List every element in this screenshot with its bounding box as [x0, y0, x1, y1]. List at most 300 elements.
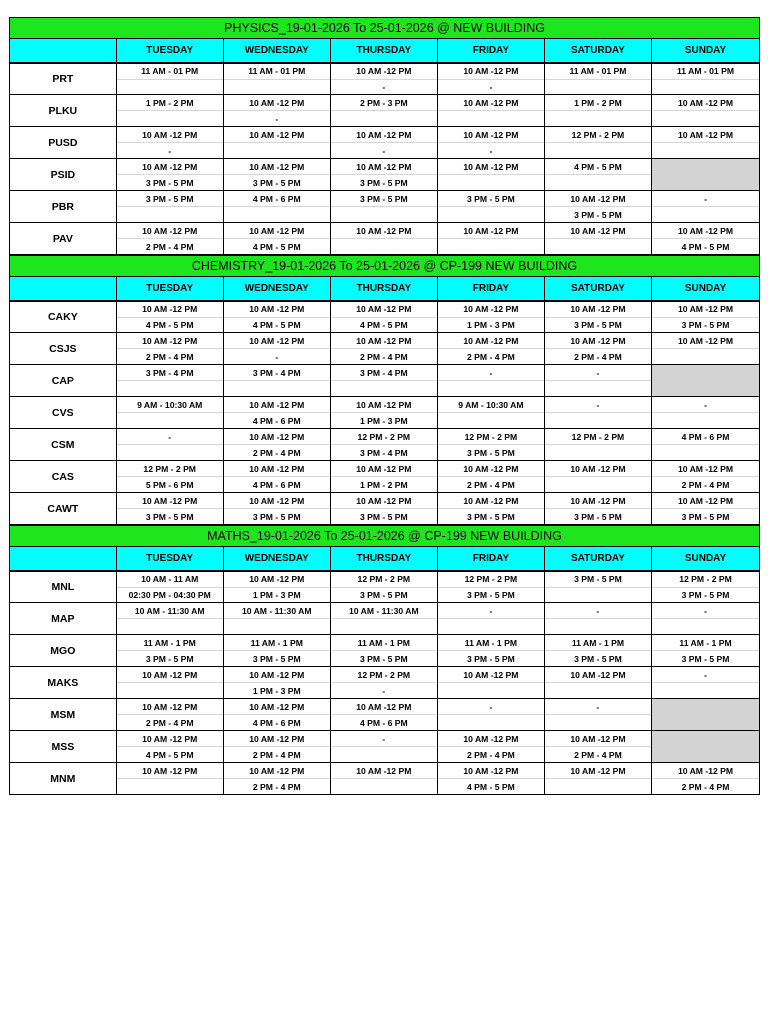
table-row [9, 635, 760, 667]
time-slot: 1 PM - 2 PM [545, 95, 651, 111]
time-slot: 11 AM - 01 PM [652, 64, 759, 80]
table-row [9, 731, 760, 763]
time-slot: - [331, 731, 437, 747]
time-slot [117, 413, 223, 428]
schedule-cell [117, 635, 224, 666]
timetable-sheet [9, 17, 760, 795]
schedule-cell [331, 159, 438, 190]
time-slot: 10 AM -12 PM [331, 127, 437, 143]
time-slot: 10 AM -12 PM [331, 333, 437, 349]
time-slot [438, 619, 544, 634]
time-slot: 2 PM - 4 PM [574, 749, 622, 760]
faculty-code: CAKY [10, 302, 117, 332]
time-slot: 1 PM - 2 PM [117, 95, 223, 111]
time-slot: - [275, 351, 279, 362]
time-slot: 10 AM -12 PM [438, 763, 544, 779]
schedule-cell [224, 191, 331, 222]
schedule-cell [438, 64, 545, 94]
schedule-cell [652, 223, 759, 254]
day-header: FRIDAY [438, 39, 545, 62]
time-slot: 3 PM - 5 PM [359, 177, 408, 188]
time-slot: 10 AM -12 PM [545, 493, 651, 509]
time-slot: 10 AM -12 PM [224, 429, 330, 445]
time-slot [652, 80, 759, 95]
time-slot: 1 PM - 3 PM [359, 415, 408, 426]
schedule-cell [438, 603, 545, 634]
time-slot: 2 PM - 4 PM [467, 479, 515, 490]
schedule-cell [438, 127, 545, 158]
schedule-cell [545, 461, 652, 492]
day-header: FRIDAY [438, 277, 545, 300]
time-slot: 10 AM -12 PM [652, 461, 759, 477]
faculty-code: MGO [10, 635, 117, 666]
day-header: TUESDAY [117, 39, 224, 62]
time-slot: 10 AM -12 PM [438, 95, 544, 111]
schedule-cell [331, 365, 438, 396]
time-slot [652, 683, 759, 698]
time-slot: 10 AM -12 PM [331, 397, 437, 413]
time-slot: - [652, 397, 759, 413]
time-slot: 12 PM - 2 PM [331, 429, 437, 445]
time-slot [117, 207, 223, 222]
faculty-code: CVS [10, 397, 117, 428]
faculty-code: PLKU [10, 95, 117, 126]
time-slot: - [438, 603, 544, 619]
schedule-cell [224, 461, 331, 492]
schedule-cell [652, 461, 759, 492]
schedule-cell [331, 429, 438, 460]
schedule-cell [438, 699, 545, 730]
time-slot: 10 AM -12 PM [652, 333, 759, 349]
table-row [9, 191, 760, 223]
time-slot: 10 AM -12 PM [438, 493, 544, 509]
day-header: SATURDAY [545, 39, 652, 62]
schedule-cell [117, 572, 224, 602]
schedule-cell [224, 64, 331, 94]
time-slot: - [545, 603, 651, 619]
time-slot: 12 PM - 2 PM [652, 572, 759, 588]
time-slot: 10 AM -12 PM [438, 461, 544, 477]
schedule-cell [117, 429, 224, 460]
time-slot [224, 381, 330, 396]
time-slot: 3 PM - 5 PM [252, 653, 301, 664]
table-row [9, 159, 760, 191]
table-row [9, 95, 760, 127]
time-slot: 02:30 PM - 04:30 PM [128, 589, 211, 600]
schedule-cell [545, 731, 652, 762]
time-slot: 10 AM -12 PM [438, 302, 544, 318]
faculty-code: CAP [10, 365, 117, 396]
time-slot: 3 PM - 5 PM [252, 511, 301, 522]
time-slot: 10 AM -12 PM [117, 667, 223, 683]
time-slot: - [545, 397, 651, 413]
table-row [9, 429, 760, 461]
time-slot: - [652, 667, 759, 683]
schedule-cell [652, 333, 759, 364]
time-slot: 10 AM -12 PM [117, 763, 223, 779]
time-slot: 12 PM - 2 PM [331, 572, 437, 588]
time-slot: 10 AM -12 PM [117, 699, 223, 715]
day-header: WEDNESDAY [224, 39, 331, 62]
time-slot [438, 207, 544, 222]
time-slot: 10 AM -12 PM [117, 493, 223, 509]
schedule-cell [331, 127, 438, 158]
time-slot: 3 PM - 5 PM [545, 572, 651, 588]
time-slot: 3 PM - 5 PM [117, 191, 223, 207]
schedule-cell [652, 635, 759, 666]
time-slot: 4 PM - 5 PM [467, 781, 515, 792]
time-slot [545, 381, 651, 396]
table-row [9, 667, 760, 699]
table-row [9, 461, 760, 493]
time-slot: 12 PM - 2 PM [545, 127, 651, 143]
time-slot: 10 AM -12 PM [438, 667, 544, 683]
table-row [9, 397, 760, 429]
time-slot: - [275, 113, 279, 124]
faculty-code: MAKS [10, 667, 117, 698]
schedule-cell [331, 635, 438, 666]
time-slot: 10 AM -12 PM [438, 159, 544, 175]
time-slot: 3 PM - 5 PM [681, 589, 730, 600]
schedule-cell [438, 223, 545, 254]
time-slot: 12 PM - 2 PM [438, 429, 544, 445]
schedule-cell [652, 191, 759, 222]
time-slot [117, 619, 223, 634]
schedule-cell [438, 461, 545, 492]
time-slot: 10 AM -12 PM [224, 397, 330, 413]
schedule-cell [331, 603, 438, 634]
schedule-cell [438, 635, 545, 666]
time-slot: 3 PM - 5 PM [145, 653, 194, 664]
schedule-cell [545, 333, 652, 364]
time-slot: 4 PM - 5 PM [145, 749, 194, 760]
time-slot: 11 AM - 1 PM [545, 635, 651, 651]
time-slot: 10 AM -12 PM [224, 95, 330, 111]
schedule-cell [224, 365, 331, 396]
schedule-cell [438, 159, 545, 190]
faculty-code: CSJS [10, 333, 117, 364]
time-slot [652, 207, 759, 222]
time-slot: 3 PM - 5 PM [252, 177, 301, 188]
time-slot: 10 AM -12 PM [545, 731, 651, 747]
time-slot: - [652, 191, 759, 207]
time-slot: 3 PM - 5 PM [438, 191, 544, 207]
time-slot: 10 AM - 11:30 AM [331, 603, 437, 619]
time-slot: - [545, 699, 651, 715]
time-slot: 10 AM -12 PM [224, 127, 330, 143]
schedule-cell [331, 191, 438, 222]
schedule-cell [117, 461, 224, 492]
day-header: SATURDAY [545, 277, 652, 300]
time-slot: 1 PM - 3 PM [467, 319, 515, 330]
schedule-cell [224, 95, 331, 126]
schedule-cell [545, 635, 652, 666]
schedule-cell [224, 429, 331, 460]
time-slot: 3 PM - 5 PM [574, 511, 622, 522]
time-slot [331, 619, 437, 634]
time-slot [224, 207, 330, 222]
time-slot: 3 PM - 5 PM [681, 653, 730, 664]
time-slot: 2 PM - 4 PM [145, 241, 194, 252]
schedule-cell [652, 667, 759, 698]
time-slot: 11 AM - 1 PM [438, 635, 544, 651]
day-header: THURSDAY [331, 277, 438, 300]
schedule-cell [117, 223, 224, 254]
time-slot: 3 PM - 5 PM [681, 511, 730, 522]
schedule-cell [652, 159, 759, 190]
schedule-cell [545, 699, 652, 730]
time-slot: 10 AM -12 PM [224, 763, 330, 779]
schedule-cell [652, 572, 759, 602]
time-slot: 11 AM - 1 PM [331, 635, 437, 651]
faculty-code: PAV [10, 223, 117, 254]
time-slot [545, 588, 651, 603]
section-title: CHEMISTRY_19-01-2026 To 25-01-2026 @ CP-199 NEW BUILDING [9, 255, 760, 277]
time-slot: 10 AM -12 PM [224, 667, 330, 683]
day-header: THURSDAY [331, 39, 438, 62]
time-slot: 11 AM - 01 PM [117, 64, 223, 80]
day-header: TUESDAY [117, 547, 224, 570]
schedule-cell [652, 699, 759, 730]
time-slot [224, 80, 330, 95]
time-slot: 10 AM -12 PM [652, 763, 759, 779]
time-slot: 10 AM -12 PM [652, 127, 759, 143]
time-slot [331, 207, 437, 222]
schedule-cell [331, 731, 438, 762]
schedule-cell [117, 731, 224, 762]
time-slot: 10 AM -12 PM [438, 64, 544, 80]
time-slot [438, 239, 544, 254]
time-slot: 4 PM - 5 PM [145, 319, 194, 330]
schedule-cell [652, 95, 759, 126]
time-slot: 2 PM - 4 PM [467, 749, 515, 760]
time-slot: 2 PM - 4 PM [574, 351, 622, 362]
time-slot: 1 PM - 3 PM [252, 685, 301, 696]
time-slot: 12 PM - 2 PM [545, 429, 651, 445]
time-slot: 4 PM - 6 PM [252, 415, 301, 426]
schedule-cell [331, 699, 438, 730]
time-slot: 4 PM - 5 PM [252, 319, 301, 330]
time-slot: 3 PM - 4 PM [224, 365, 330, 381]
schedule-cell [652, 429, 759, 460]
time-slot: 10 AM -12 PM [117, 333, 223, 349]
time-slot: 10 AM -12 PM [117, 127, 223, 143]
time-slot: 2 PM - 4 PM [145, 717, 194, 728]
schedule-cell [117, 191, 224, 222]
time-slot: 4 PM - 6 PM [652, 429, 759, 445]
time-slot: 10 AM -12 PM [331, 159, 437, 175]
time-slot: 3 PM - 5 PM [467, 511, 515, 522]
schedule-cell [331, 223, 438, 254]
time-slot: 3 PM - 4 PM [331, 365, 437, 381]
schedule-cell [652, 493, 759, 524]
schedule-cell [438, 429, 545, 460]
time-slot [545, 683, 651, 698]
time-slot: 10 AM -12 PM [545, 667, 651, 683]
schedule-cell [438, 365, 545, 396]
time-slot: 10 AM -12 PM [545, 461, 651, 477]
time-slot: 10 AM -12 PM [224, 572, 330, 588]
schedule-cell [224, 572, 331, 602]
table-row [9, 223, 760, 255]
schedule-cell [438, 493, 545, 524]
schedule-cell [438, 763, 545, 794]
table-row [9, 493, 760, 525]
header-corner [10, 547, 117, 570]
schedule-cell [117, 699, 224, 730]
time-slot: 10 AM -12 PM [117, 159, 223, 175]
schedule-cell [117, 159, 224, 190]
time-slot: 10 AM -12 PM [224, 223, 330, 239]
time-slot: 10 AM -12 PM [224, 493, 330, 509]
schedule-cell [652, 365, 759, 396]
faculty-code: CAS [10, 461, 117, 492]
time-slot: 3 PM - 5 PM [574, 653, 622, 664]
time-slot: 4 PM - 6 PM [359, 717, 408, 728]
schedule-cell [331, 493, 438, 524]
schedule-cell [545, 763, 652, 794]
table-row [9, 699, 760, 731]
time-slot: 10 AM -12 PM [224, 699, 330, 715]
section-title: PHYSICS_19-01-2026 To 25-01-2026 @ NEW BUILDING [9, 17, 760, 39]
schedule-cell [331, 64, 438, 94]
table-row [9, 333, 760, 365]
schedule-cell [224, 397, 331, 428]
faculty-code: MSS [10, 731, 117, 762]
day-header: SUNDAY [684, 553, 727, 564]
time-slot [438, 175, 544, 190]
schedule-cell [652, 127, 759, 158]
header-corner [10, 277, 117, 300]
schedule-section [9, 525, 760, 795]
time-slot: 10 AM -12 PM [331, 461, 437, 477]
time-slot: 10 AM -12 PM [117, 731, 223, 747]
schedule-cell [545, 603, 652, 634]
faculty-code: PRT [10, 64, 117, 94]
schedule-cell [117, 127, 224, 158]
schedule-cell [545, 95, 652, 126]
schedule-cell [331, 572, 438, 602]
time-slot [545, 715, 651, 730]
day-header-row [9, 547, 760, 570]
time-slot: 9 AM - 10:30 AM [117, 397, 223, 413]
time-slot: 2 PM - 4 PM [359, 351, 408, 362]
day-header: WEDNESDAY [224, 277, 331, 300]
time-slot [545, 477, 651, 492]
time-slot: - [438, 365, 544, 381]
schedule-cell [545, 365, 652, 396]
time-slot: 3 PM - 5 PM [359, 511, 408, 522]
faculty-code: PBR [10, 191, 117, 222]
time-slot: 2 PM - 4 PM [467, 351, 515, 362]
time-slot: 4 PM - 6 PM [252, 717, 301, 728]
time-slot: 10 AM -12 PM [652, 223, 759, 239]
schedule-cell [117, 64, 224, 94]
schedule-cell [117, 397, 224, 428]
time-slot: 2 PM - 4 PM [145, 351, 194, 362]
time-slot: 10 AM - 11:30 AM [224, 603, 330, 619]
time-slot: 11 AM - 01 PM [545, 64, 651, 80]
schedule-cell [438, 731, 545, 762]
time-slot: 2 PM - 4 PM [252, 447, 301, 458]
schedule-cell [331, 667, 438, 698]
time-slot: 10 AM -12 PM [224, 731, 330, 747]
schedule-cell [331, 397, 438, 428]
schedule-cell [224, 302, 331, 332]
time-slot: 10 AM -12 PM [224, 159, 330, 175]
schedule-cell [331, 302, 438, 332]
faculty-code: MNM [10, 763, 117, 794]
schedule-cell [224, 763, 331, 794]
time-slot: 9 AM - 10:30 AM [438, 397, 544, 413]
day-header: WEDNESDAY [224, 547, 331, 570]
schedule-cell [438, 95, 545, 126]
time-slot: 3 PM - 4 PM [117, 365, 223, 381]
time-slot [545, 143, 651, 158]
schedule-cell [652, 302, 759, 332]
time-slot: 3 PM - 5 PM [574, 319, 622, 330]
schedule-cell [545, 223, 652, 254]
time-slot: 10 AM -12 PM [331, 223, 437, 239]
schedule-cell [224, 333, 331, 364]
time-slot [652, 111, 759, 126]
schedule-cell [545, 64, 652, 94]
schedule-cell [331, 333, 438, 364]
time-slot [652, 445, 759, 460]
schedule-cell [545, 159, 652, 190]
time-slot: 4 PM - 5 PM [359, 319, 408, 330]
header-corner [10, 39, 117, 62]
time-slot: - [652, 603, 759, 619]
time-slot: 3 PM - 5 PM [681, 319, 730, 330]
schedule-section [9, 255, 760, 525]
time-slot [438, 381, 544, 396]
time-slot [438, 413, 544, 428]
schedule-cell [652, 731, 759, 762]
time-slot [117, 80, 223, 95]
time-slot [331, 779, 437, 794]
time-slot: 4 PM - 6 PM [224, 191, 330, 207]
table-row [9, 63, 760, 95]
time-slot [545, 80, 651, 95]
time-slot: 10 AM -12 PM [224, 302, 330, 318]
schedule-cell [438, 667, 545, 698]
table-row [9, 301, 760, 333]
schedule-cell [117, 365, 224, 396]
time-slot: 3 PM - 5 PM [359, 589, 408, 600]
table-row [9, 571, 760, 603]
day-header: SUNDAY [684, 283, 727, 294]
time-slot: 12 PM - 2 PM [117, 461, 223, 477]
schedule-cell [331, 763, 438, 794]
time-slot: 11 AM - 1 PM [652, 635, 759, 651]
time-slot [331, 239, 437, 254]
time-slot: - [382, 685, 386, 696]
schedule-cell [545, 493, 652, 524]
time-slot: 2 PM - 4 PM [681, 479, 730, 490]
schedule-cell [438, 191, 545, 222]
day-header-row [9, 39, 760, 62]
schedule-cell [652, 763, 759, 794]
schedule-cell [438, 333, 545, 364]
time-slot: 10 AM -12 PM [545, 763, 651, 779]
time-slot: 10 AM -12 PM [438, 731, 544, 747]
faculty-code: PUSD [10, 127, 117, 158]
time-slot: 10 AM -12 PM [438, 223, 544, 239]
day-header-row [9, 277, 760, 300]
time-slot: 4 PM - 5 PM [252, 241, 301, 252]
time-slot: 3 PM - 5 PM [574, 209, 622, 220]
